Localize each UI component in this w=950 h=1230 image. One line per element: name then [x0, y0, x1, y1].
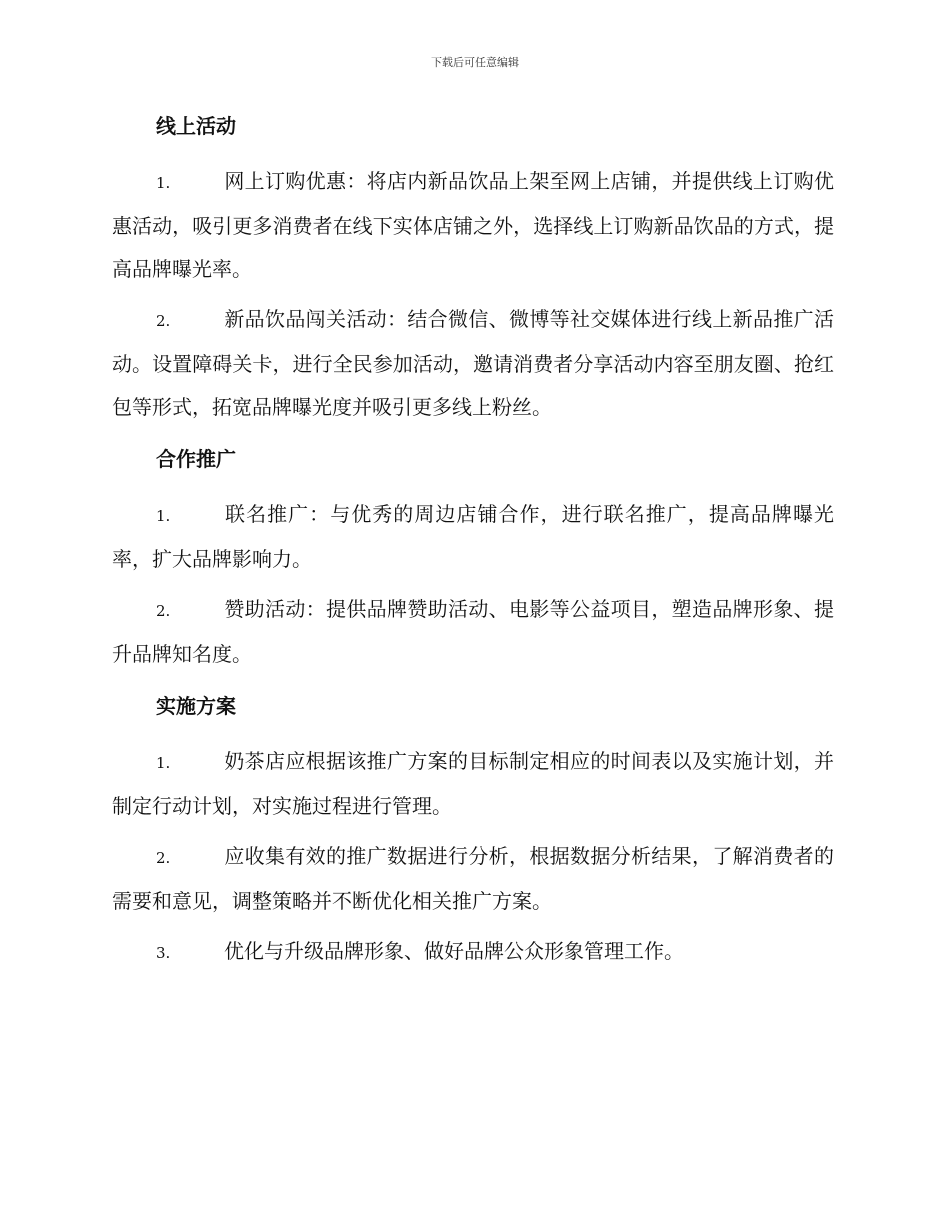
- item-number: 3.: [156, 944, 171, 962]
- section-title: 实施方案: [156, 694, 236, 718]
- item-number: 2.: [156, 602, 171, 620]
- item-text: 新品饮品闯关活动：结合微信、微博等社交媒体进行线上新品推广活动。设置障碍关卡，进行全民参加活动，邀请消费者分享活动内容至朋友圈、抢红包等形式，拓宽品牌曝光度并吸引更多线上粉丝。: [112, 307, 834, 419]
- item-number: 2.: [156, 849, 171, 867]
- list-item: [112, 160, 834, 291]
- item-text: 网上订购优惠：将店内新品饮品上架至网上店铺，并提供线上订购优惠活动，吸引更多消费者在线下实体店铺之外，选择线上订购新品饮品的方式，提高品牌曝光率。: [112, 169, 834, 281]
- item-number: 1.: [156, 754, 171, 772]
- list-item: [112, 930, 834, 975]
- item-text: 应收集有效的推广数据进行分析，根据数据分析结果，了解消费者的需要和意见，调整策略并不断优化相关推广方案。: [112, 844, 834, 913]
- list-item: [112, 740, 834, 828]
- section-online-activities: [112, 112, 834, 429]
- page-header: 下载后可任意编辑: [431, 56, 519, 69]
- section-implementation-plan: [112, 692, 834, 975]
- item-number: 1.: [156, 507, 171, 525]
- item-number: 1.: [156, 174, 171, 192]
- section-title: 线上活动: [156, 114, 236, 138]
- item-text: 赞助活动：提供品牌赞助活动、电影等公益项目，塑造品牌形象、提升品牌知名度。: [112, 597, 834, 666]
- item-text: 优化与升级品牌形象、做好品牌公众形象管理工作。: [224, 939, 684, 963]
- list-item: [112, 298, 834, 429]
- list-item: [112, 835, 834, 923]
- document-body: [112, 112, 834, 991]
- item-text: 奶茶店应根据该推广方案的目标制定相应的时间表以及实施计划，并制定行动计划，对实施过程进行管理。: [112, 749, 834, 818]
- list-item: [112, 493, 834, 581]
- item-number: 2.: [156, 312, 171, 330]
- list-item: [112, 588, 834, 676]
- section-title: 合作推广: [156, 447, 236, 471]
- section-cooperation-promotion: [112, 445, 834, 676]
- item-text: 联名推广：与优秀的周边店铺合作，进行联名推广，提高品牌曝光率，扩大品牌影响力。: [112, 502, 834, 571]
